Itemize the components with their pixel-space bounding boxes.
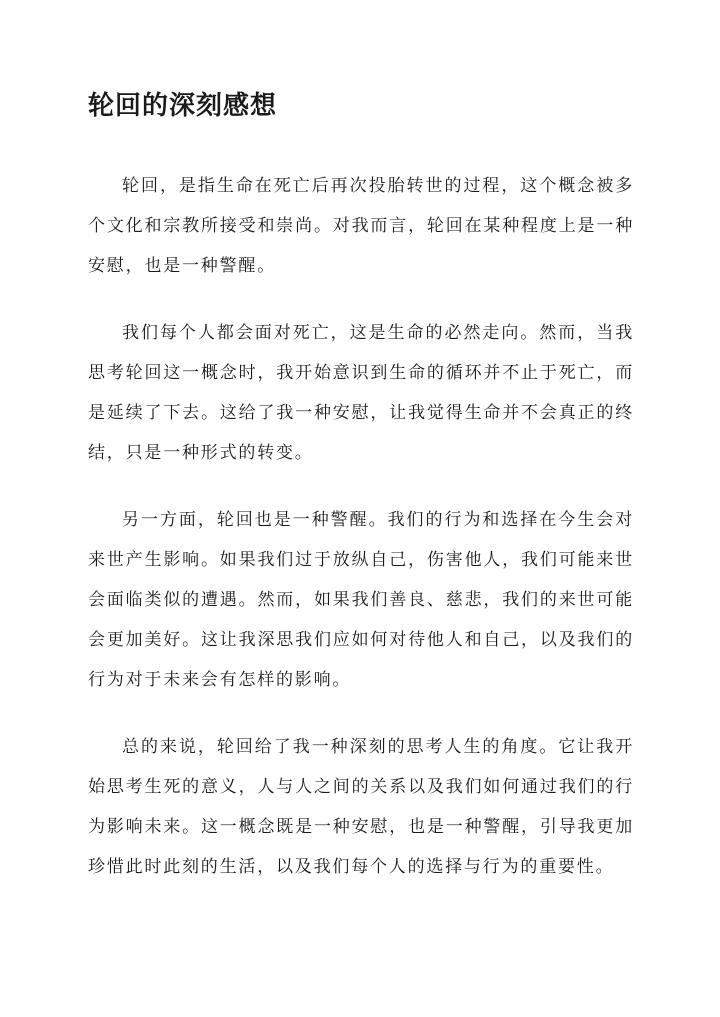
paragraph-3: 另一方面，轮回也是一种警醒。我们的行为和选择在今生会对来世产生影响。如果我们过于放纵自己，伤害他人，我们可能来世会面临类似的遭遇。然而，如果我们善良、慈悲，我们的来世可能会更加美好。这让我深思我们应如何对待他人和自己，以及我们的行为对于未来会有怎样的影响。 bbox=[88, 510, 634, 690]
document-body bbox=[88, 166, 634, 914]
paragraph-1: 轮回，是指生命在死亡后再次投胎转世的过程，这个概念被多个文化和宗教所接受和崇尚。对我而言，轮回在某种程度上是一种安慰，也是一种警醒。 bbox=[88, 176, 634, 276]
paragraph-4: 总的来说，轮回给了我一种深刻的思考人生的角度。它让我开始思考生死的意义，人与人之间的关系以及我们如何通过我们的行为影响未来。这一概念既是一种安慰，也是一种警醒，引导我更加珍惜此时此刻的生活，以及我们每个人的选择与行为的重要性。 bbox=[88, 737, 634, 877]
document-title: 轮回的深刻感想 bbox=[88, 91, 278, 121]
paragraph-2: 我们每个人都会面对死亡，这是生命的必然走向。然而，当我思考轮回这一概念时，我开始意识到生命的循环并不止于死亡，而是延续了下去。这给了我一种安慰，让我觉得生命并不会真正的终结，只是一种形式的转变。 bbox=[88, 323, 634, 463]
